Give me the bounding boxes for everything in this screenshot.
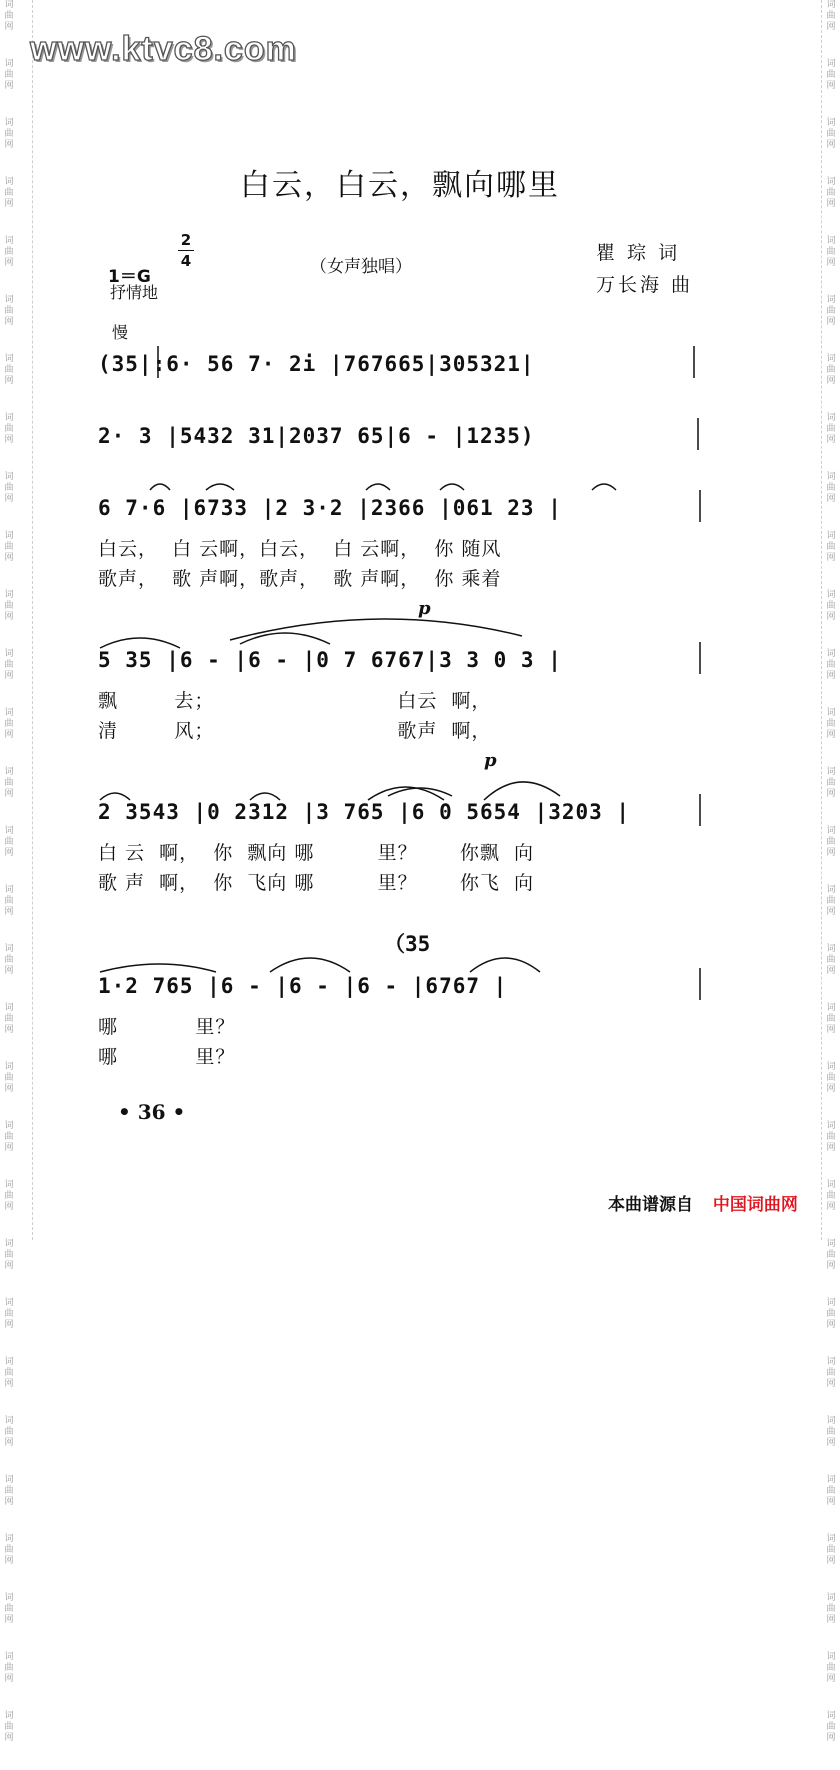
lyrics-line-3-verse-1: 白云， 白 云啊，白云， 白 云啊， 你 随风	[98, 538, 502, 560]
notation-line-1: (35|:6· 56 7· 2i |767665|305321|	[98, 352, 535, 376]
time-signature	[176, 232, 196, 269]
slur-15	[270, 958, 350, 972]
left-side-watermark: 词 曲 网 词 曲 网 词 曲 网 词 曲 网 词 曲 网 词 曲 网 词 曲 网 词 曲 网 词 曲 网 词 曲 网 词 曲 网 词 曲 网 词 曲 网 词 曲 网 词 曲 网 词 曲 网 词 曲 网 词 曲 网 词 曲 网 词 曲 网 词 曲 网 词 曲 网 词 曲 网 词 曲 网 词 曲 网 词 曲 网 词 曲 网 词 曲 网 词 曲 网 词 曲 网	[4, 0, 14, 1743]
footer-site-name: 中国词曲网	[712, 1195, 798, 1215]
slur-14	[100, 964, 216, 972]
footer-source	[608, 1190, 798, 1215]
key-signature: 1＝G	[108, 267, 151, 287]
slur-12	[388, 788, 452, 796]
lyricist-credit: 瞿 琮 词	[596, 242, 681, 264]
song-title: 白云，白云，飘向哪里	[240, 168, 560, 203]
lyrics-line-5-verse-1: 白 云 啊， 你 飘向 哪 里？ 你飘 向	[98, 842, 534, 864]
slur-16	[470, 958, 540, 972]
dynamic-piano-1: p	[418, 598, 431, 619]
slur-9	[100, 793, 130, 800]
lyrics-line-4-verse-2: 清 风； 歌声 啊，	[98, 720, 492, 742]
lyrics-line-6-verse-1: 哪 里？	[98, 1016, 236, 1038]
lyrics-line-6-verse-2: 哪 里？	[98, 1046, 236, 1068]
footer-source-label: 本曲谱源自	[608, 1195, 693, 1215]
slur-3	[366, 484, 390, 490]
time-signature-bottom: 4	[180, 252, 192, 270]
lyrics-line-4-verse-1: 飘 去； 白云 啊，	[98, 690, 492, 712]
page-number: • 36 •	[118, 1100, 186, 1124]
slur-10	[250, 793, 280, 800]
slur-2	[206, 484, 234, 490]
composer-credit: 万长海 曲	[596, 274, 694, 296]
slur-8	[240, 633, 330, 644]
notation-line-2: 2· 3 |5432 31|2037 65|6 - |1235)	[98, 424, 535, 448]
right-side-watermark: 词 曲 网 词 曲 网 词 曲 网 词 曲 网 词 曲 网 词 曲 网 词 曲 网 词 曲 网 词 曲 网 词 曲 网 词 曲 网 词 曲 网 词 曲 网 词 曲 网 词 曲 网 词 曲 网 词 曲 网 词 曲 网 词 曲 网 词 曲 网 词 曲 网 词 曲 网 词 曲 网 词 曲 网 词 曲 网 词 曲 网 词 曲 网 词 曲 网 词 曲 网 词 曲 网	[826, 0, 836, 1743]
slur-5	[592, 484, 616, 490]
slur-11	[368, 787, 444, 800]
notation-line-5: 2 3543 |0 2312 |3 765 |6 0 5654 |3203 |	[98, 800, 631, 824]
interlude-marker: （35	[384, 932, 431, 956]
slur-6	[100, 638, 180, 648]
lyrics-line-3-verse-2: 歌声， 歌 声啊，歌声， 歌 声啊， 你 乘着	[98, 568, 502, 590]
notation-line-6: 1·2 765 |6 - |6 - |6 - |6767 |	[98, 974, 508, 998]
notation-line-3: 6 7·6 |6733 |2 3·2 |2366 |061 23 |	[98, 496, 562, 520]
slur-1	[150, 484, 170, 490]
slur-4	[440, 484, 464, 490]
lyrics-line-5-verse-2: 歌 声 啊， 你 飞向 哪 里？ 你飞 向	[98, 872, 534, 894]
dynamic-piano-2: p	[484, 750, 497, 771]
tempo-expression: 抒情地	[110, 283, 159, 302]
song-subtitle: （女声独唱）	[310, 257, 412, 277]
slur-7	[230, 619, 522, 640]
notation-line-4: 5 35 |6 - |6 - |0 7 6767|3 3 0 3 |	[98, 648, 562, 672]
slur-13	[484, 782, 560, 800]
time-signature-top: 2	[180, 231, 192, 249]
site-watermark: www.ktvc8.com	[30, 30, 297, 68]
tempo-marking: 慢	[112, 323, 129, 342]
